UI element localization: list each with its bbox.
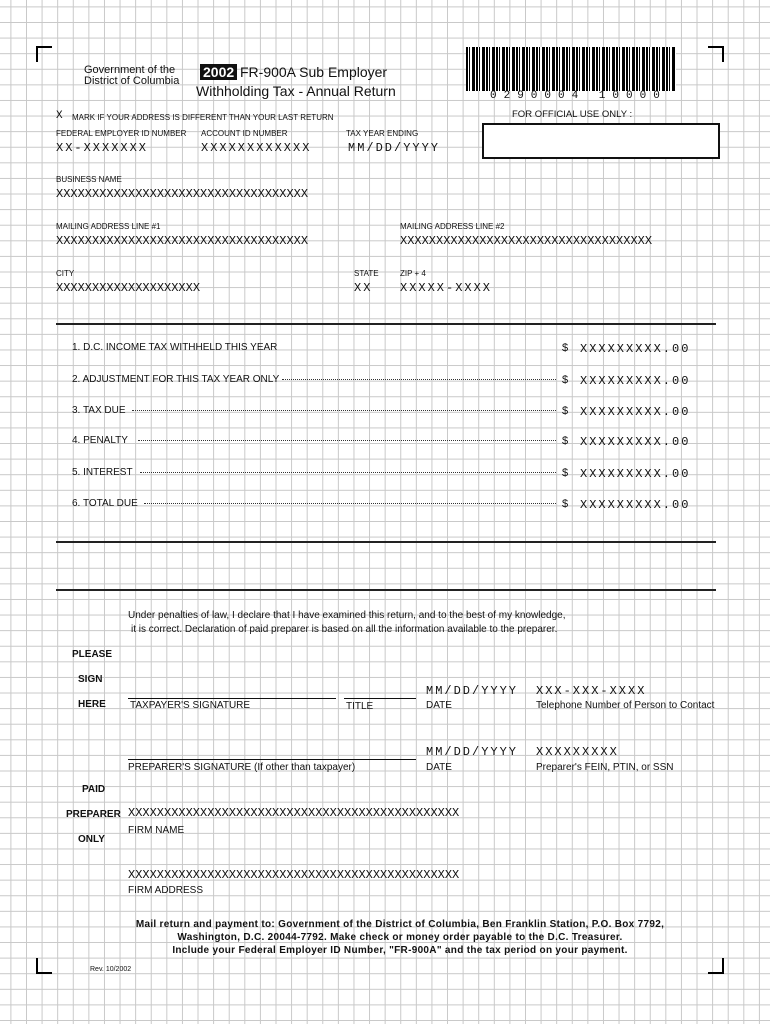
official-use-box (482, 123, 720, 159)
mailing-instructions (90, 918, 710, 957)
section-divider-lower (56, 589, 716, 591)
mailing-address-1-label: MAILING ADDRESS LINE #1 (56, 222, 161, 231)
paid-label: PAID (82, 784, 106, 795)
preparer-signature-label: PREPARER'S SIGNATURE (If other than taxpayer) (128, 762, 356, 773)
tax-line-label: 2. ADJUSTMENT FOR THIS TAX YEAR ONLY (72, 374, 280, 385)
mail-line-3: Include your Federal Employer ID Number, "FR-900A" and the tax period on your payment. (172, 945, 628, 956)
revision-label: Rev. 10/2002 (90, 966, 132, 973)
city-label: CITY (56, 269, 75, 278)
preparer-label: PREPARER (66, 809, 121, 820)
firm-name-label: FIRM NAME (128, 825, 185, 836)
corner-mark-top-right (708, 46, 724, 62)
tax-line-amount[interactable]: XXXXXXXXX.00 (580, 405, 691, 419)
mailing-address-2-label: MAILING ADDRESS LINE #2 (400, 222, 505, 231)
preparer-id-label: Preparer's FEIN, PTIN, or SSN (536, 762, 674, 773)
mail-line-1: Mail return and payment to: Government of the District of Columbia, Ben Franklin Station, P.O. Box 7792, (135, 919, 665, 930)
tax-line-label: 3. TAX DUE (72, 405, 126, 416)
barcode (466, 47, 676, 91)
mailing-address-1-field[interactable]: XXXXXXXXXXXXXXXXXXXXXXXXXXXXXXXXXXX (56, 234, 309, 248)
state-label: STATE (354, 269, 379, 278)
here-label: HERE (78, 699, 106, 710)
tax-year-label: TAX YEAR ENDING (346, 129, 419, 138)
form-year: 2002 (200, 64, 237, 80)
zip-field[interactable]: XXXXX-XXXX (400, 281, 493, 295)
dot-leader (138, 440, 556, 441)
business-name-field[interactable]: XXXXXXXXXXXXXXXXXXXXXXXXXXXXXXXXXXX (56, 187, 309, 201)
gov-line-1: Government of the (84, 64, 176, 76)
preparer-date-field[interactable]: MM/DD/YYYY (426, 745, 519, 759)
mail-line-2: Washington, D.C. 20044-7792. Make check or money order payable to the D.C. Treasurer. (177, 932, 623, 943)
currency-symbol: $ (562, 467, 569, 479)
tax-line-amount[interactable]: XXXXXXXXX.00 (580, 435, 691, 449)
phone-field[interactable]: XXX-XXX-XXXX (536, 684, 647, 698)
declaration-line-1: Under penalties of law, I declare that I have examined this return, and to the best of my knowledge, (128, 610, 566, 621)
declaration (128, 609, 565, 637)
preparer-signature-line[interactable] (128, 759, 416, 760)
please-label: PLEASE (72, 649, 113, 660)
tax-year-field[interactable]: MM/DD/YYYY (348, 141, 441, 155)
section-divider-middle (56, 541, 716, 543)
dot-leader (132, 410, 556, 411)
taxpayer-signature-label: TAXPAYER'S SIGNATURE (130, 700, 251, 711)
business-name-label: BUSINESS NAME (56, 175, 122, 184)
corner-mark-bottom-left (36, 958, 52, 974)
mailing-address-2-field[interactable]: XXXXXXXXXXXXXXXXXXXXXXXXXXXXXXXXXXX (400, 234, 653, 248)
title-label: TITLE (346, 701, 374, 712)
currency-symbol: $ (562, 405, 569, 417)
form-subtitle: Withholding Tax - Annual Return (196, 83, 396, 99)
account-id-field[interactable]: XXXXXXXXXXXX (201, 141, 312, 155)
tax-line-amount[interactable]: XXXXXXXXX.00 (580, 498, 691, 512)
declaration-line-2: it is correct. Declaration of paid preparer is based on all the information available to the preparer. (131, 624, 558, 635)
dot-leader (140, 472, 556, 473)
corner-mark-top-left (36, 46, 52, 62)
corner-mark-bottom-right (708, 958, 724, 974)
title-line[interactable] (344, 698, 416, 699)
preparer-date-label: DATE (426, 762, 452, 773)
taxpayer-date-label: DATE (426, 700, 452, 711)
tax-line-label: 5. INTEREST (72, 467, 133, 478)
city-field[interactable]: XXXXXXXXXXXXXXXXXXXX (56, 281, 201, 295)
form-title: FR-900A Sub Employer (240, 64, 388, 80)
currency-symbol: $ (562, 498, 569, 510)
tax-line-amount[interactable]: XXXXXXXXX.00 (580, 342, 691, 356)
sign-label: SIGN (78, 674, 103, 685)
firm-name-field[interactable]: XXXXXXXXXXXXXXXXXXXXXXXXXXXXXXXXXXXXXXXXXXXXXX (128, 806, 460, 820)
address-change-checkbox[interactable]: X (56, 110, 65, 122)
address-change-label: MARK IF YOUR ADDRESS IS DIFFERENT THAN YOUR LAST RETURN (72, 113, 334, 122)
currency-symbol: $ (562, 374, 569, 386)
phone-label: Telephone Number of Person to Contact (536, 700, 715, 711)
tax-line-label: 6. TOTAL DUE (72, 498, 138, 509)
firm-address-field[interactable]: XXXXXXXXXXXXXXXXXXXXXXXXXXXXXXXXXXXXXXXXXXXXXX (128, 868, 460, 882)
fein-field[interactable]: XX-XXXXXXX (56, 141, 149, 155)
gov-line-2: District of Columbia (84, 75, 180, 87)
dot-leader (144, 503, 556, 504)
tax-line-amount[interactable]: XXXXXXXXX.00 (580, 374, 691, 388)
currency-symbol: $ (562, 435, 569, 447)
dot-leader (282, 379, 556, 380)
tax-line-label: 1. D.C. INCOME TAX WITHHELD THIS YEAR (72, 342, 278, 353)
state-field[interactable]: XX (354, 281, 373, 295)
official-use-label: FOR OFFICIAL USE ONLY : (512, 109, 633, 120)
zip-label: ZIP + 4 (400, 269, 426, 278)
tax-line-amount[interactable]: XXXXXXXXX.00 (580, 467, 691, 481)
currency-symbol: $ (562, 342, 569, 354)
taxpayer-signature-line[interactable] (128, 698, 336, 699)
firm-address-label: FIRM ADDRESS (128, 885, 204, 896)
barcode-number: 0290004 10000 (490, 90, 667, 102)
section-divider-top (56, 323, 716, 325)
fein-label: FEDERAL EMPLOYER ID NUMBER (56, 129, 187, 138)
taxpayer-date-field[interactable]: MM/DD/YYYY (426, 684, 519, 698)
tax-line-label: 4. PENALTY (72, 435, 128, 446)
account-id-label: ACCOUNT ID NUMBER (201, 129, 288, 138)
gov-heading (84, 65, 179, 87)
only-label: ONLY (78, 834, 105, 845)
preparer-id-field[interactable]: XXXXXXXXX (536, 745, 619, 759)
